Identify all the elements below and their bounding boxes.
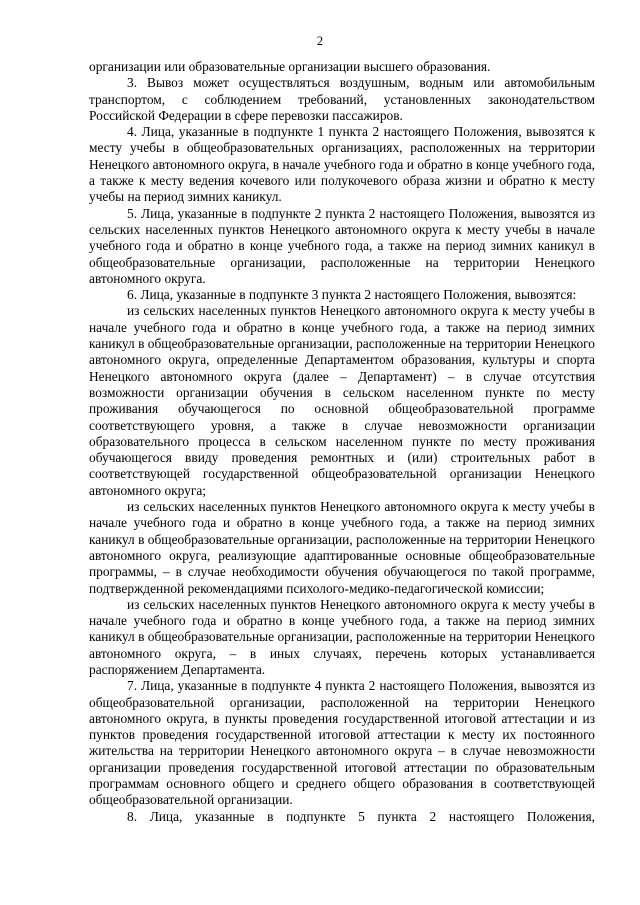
- paragraph-item-4: 4. Лица, указанные в подпункте 1 пункта 2 настоящего Положения, вывозятся к месту учебы в общеобразовательных организациях, расположенных на территории Ненецкого автономного округа, в начале учебного года и обратно в конце учебного года, а также к месту ведения кочевого или полукочевого образа жизни и обратно к месту учебы на период зимних каникул.: [89, 124, 595, 205]
- paragraph-item-8: 8. Лица, указанные в подпункте 5 пункта 2 настоящего Положения,: [127, 808, 595, 824]
- paragraph-item-6: 6. Лица, указанные в подпункте 3 пункта 2 настоящего Положения, вывозятся:: [127, 287, 577, 303]
- document-body: [89, 59, 595, 825]
- page-number: 2: [316, 34, 324, 48]
- paragraph-item-6-subitem-3: из сельских населенных пунктов Ненецкого автономного округа к месту учебы в начале учебного года и обратно в конце учебного года, а также на период зимних каникул в общеобразовательные организации, расположенные на территории Ненецкого автономного округа, – в иных случаях, перечень которых устанавливается распоряжением Департамента.: [89, 596, 595, 677]
- paragraph-item-6-subitem-1: из сельских населенных пунктов Ненецкого автономного округа к месту учебы в начале учебного года и обратно в конце учебного года, а также на период зимних каникул в общеобразовательные организации, расположенные на территории Ненецкого автономного округа, определенные Департаментом образования, культуры и спорта Ненецкого автономного округа (далее – Департамент) – в случае отсутствия возможности организации обучения в сельском населенном пункте по месту проживания обучающегося по основной общеобразовательной программе соответствующего уровня, а также в случае невозможности организации образовательного процесса в сельском населенном пункте по месту проживания обучающегося ввиду проведения ремонтных и (или) строительных работ в соответствующей государственной общеобразовательной организации Ненецкого автономного округа;: [89, 303, 595, 498]
- paragraph-item-7: 7. Лица, указанные в подпункте 4 пункта 2 настоящего Положения, вывозятся из общеобразовательной организации, расположенной на территории Ненецкого автономного округа, в пункты проведения государственной итоговой аттестации и из пунктов проведения государственной итоговой аттестации к месту их постоянного жительства на территории Ненецкого автономного округа – в случае невозможности организации проведения государственной итоговой аттестации по образовательным программам основного общего и среднего общего образования в соответствующей общеобразовательной организации.: [89, 678, 595, 808]
- paragraph-item-3: 3. Вывоз может осуществляться воздушным, водным или автомобильным транспортом, с соблюдением требований, установленных законодательством Российской Федерации в сфере перевозки пассажиров.: [89, 75, 595, 123]
- paragraph-item-5: 5. Лица, указанные в подпункте 2 пункта 2 настоящего Положения, вывозятся из сельских населенных пунктов Ненецкого автономного округа к месту учебы в начале учебного года и обратно в конце учебного года, а также на период зимних каникул в общеобразовательные организации, расположенные на территории Ненецкого автономного округа.: [89, 205, 595, 286]
- paragraph-continuation: организации или образовательные организации высшего образования.: [89, 59, 491, 74]
- paragraph-item-6-subitem-2: из сельских населенных пунктов Ненецкого автономного округа к месту учебы в начале учебного года и обратно в конце учебного года, а также на период зимних каникул в общеобразовательные организации, расположенные на территории Ненецкого автономного округа, реализующие адаптированные основные общеобразовательные программы, – в случае необходимости обучения обучающегося по такой программе, подтвержденной рекомендациями психолого-медико-педагогической комиссии;: [89, 499, 595, 596]
